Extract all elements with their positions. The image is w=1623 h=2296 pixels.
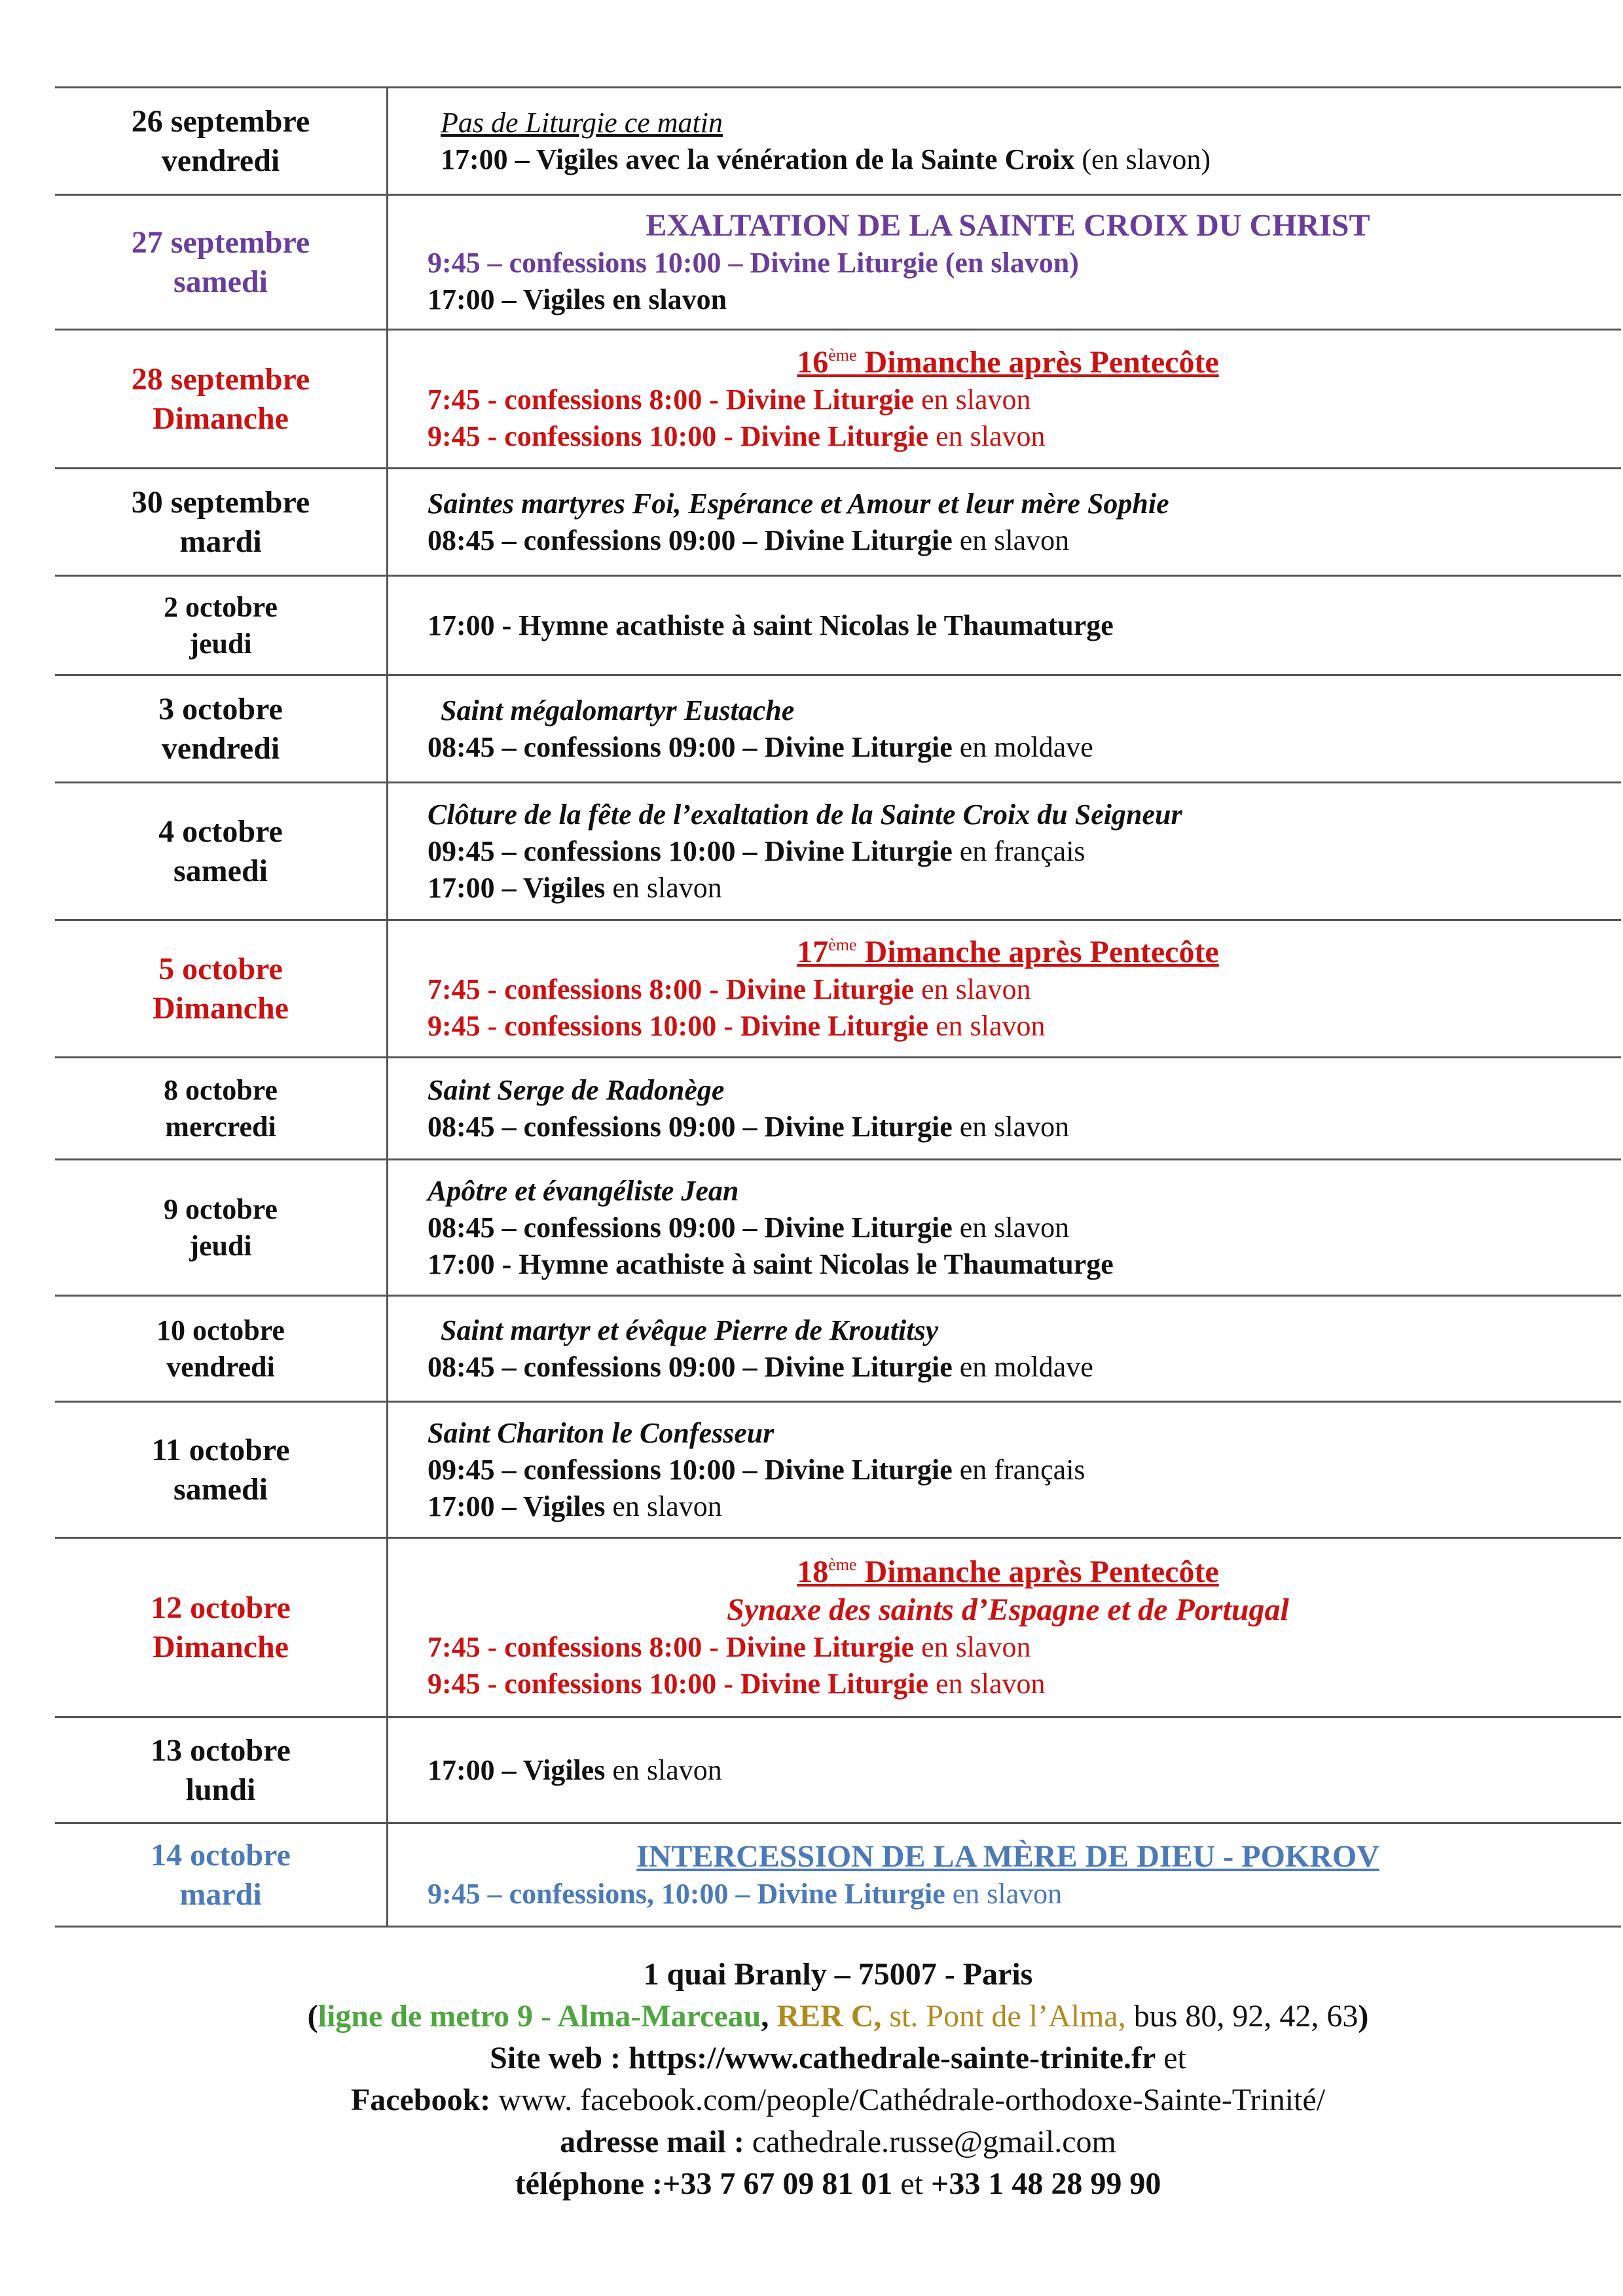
feast-title: EXALTATION DE LA SAINTE CROIX DU CHRIST [646,207,1370,243]
event-line [428,729,1621,766]
day-text: samedi [173,853,268,888]
date-text: 12 octobre [151,1590,291,1625]
date-text: 27 septembre [131,224,310,260]
date-cell [55,675,388,783]
day-text: samedi [173,1471,268,1507]
bus-info: bus 80, 92, 42, 63 [1125,1999,1359,2034]
ordinal-suffix: ème [828,1554,857,1574]
events-cell [388,1402,1622,1538]
saint-title: Saint Serge de Radonège [428,1073,725,1106]
event-line [428,870,1621,906]
paren: ) [1358,1999,1369,2034]
day-text: jeudi [189,1229,252,1262]
event-line [428,1752,1621,1789]
event-main: 7:45 - confessions 8:00 - Divine Liturgie [428,383,915,416]
day-text: vendredi [166,1350,275,1383]
table-row [55,88,1621,195]
event-main: 17:00 – Vigiles avec la vénération de la Sainte Croix [441,143,1075,175]
saint-title: Saint mégalomartyr Eustache [441,694,795,726]
phone-line [55,2163,1621,2205]
table-row [55,1058,1621,1160]
events-cell [388,920,1622,1058]
date-text: 30 septembre [131,484,310,520]
email-line [55,2121,1621,2163]
event-main: 08:45 – confessions 09:00 – Divine Liturgie [428,1211,953,1244]
date-text: 11 octobre [151,1432,290,1467]
table-row [55,675,1621,783]
schedule-table [55,86,1621,1928]
ordinal: 16 [797,344,829,380]
event-main: 17:00 – Vigiles [428,871,606,904]
station-info: st. Pont de l’Alma, [881,1999,1126,2034]
email-label: adresse mail : [560,2125,744,2159]
events-cell [388,1160,1622,1296]
event-main: 08:45 – confessions 09:00 – Divine Liturgie [428,524,953,556]
table-row [55,1538,1621,1717]
events-cell [388,1538,1622,1717]
date-cell [55,1058,388,1160]
date-text: 10 octobre [156,1314,285,1346]
date-cell [55,1296,388,1402]
event-lang: en moldave [952,1350,1093,1383]
saint-title: Saint martyr et évêque Pierre de Kroutitsy [441,1314,939,1346]
event-line [428,382,1621,418]
date-cell [55,330,388,469]
event-lang: en slavon [914,383,1031,416]
event-note: Pas de Liturgie ce matin [441,106,723,139]
date-text: 28 septembre [131,361,310,397]
date-text: 8 octobre [164,1073,278,1106]
event-line [428,1349,1621,1386]
event-line [428,1008,1621,1045]
event-lang: en slavon [928,1009,1046,1042]
event-lang: en slavon [605,1490,722,1522]
day-text: mardi [179,1876,262,1912]
events-cell [388,783,1622,920]
date-cell [55,469,388,576]
table-row [55,1160,1621,1296]
phone-number-2: +33 1 48 28 99 90 [930,2166,1161,2201]
day-text: Dimanche [153,401,289,436]
date-text: 13 octobre [151,1732,291,1768]
event-line [428,1666,1621,1702]
events-cell [388,1296,1622,1402]
date-cell [55,576,388,675]
table-row [55,1402,1621,1538]
event-line [428,1629,1621,1666]
date-text: 14 octobre [151,1837,291,1873]
feast-title [428,344,1621,382]
feast-name: Dimanche après Pentecôte [856,344,1219,380]
date-cell [55,1538,388,1717]
date-cell [55,1823,388,1927]
event-main: 9:45 - confessions 10:00 - Divine Liturgie [428,420,929,452]
event-lang: en slavon [928,1667,1046,1700]
feast-name: Dimanche après Pentecôte [856,934,1219,969]
date-cell [55,920,388,1058]
event-main: 08:45 – confessions 09:00 – Divine Liturgie [428,1110,953,1143]
event-lang: en slavon [914,1630,1031,1663]
event-line [428,833,1621,870]
event-main: 9:45 – confessions, 10:00 – Divine Liturgie [428,1877,945,1910]
date-text: 2 octobre [164,590,278,623]
event-line: 9:45 – confessions 10:00 – Divine Liturgie (en slavon) [428,246,1079,279]
date-cell [55,1717,388,1823]
day-text: Dimanche [153,990,289,1026]
date-text: 4 octobre [158,814,283,849]
event-line [428,141,1621,178]
event-lang: (en slavon) [1074,143,1211,175]
day-text: mardi [179,524,262,559]
event-line [428,1876,1621,1912]
event-line [428,1109,1621,1145]
events-cell [388,469,1622,576]
date-text: 26 septembre [131,103,310,139]
event-lang: en slavon [605,871,722,904]
event-main: 17:00 – Vigiles [428,1490,606,1522]
saint-title: Apôtre et évangéliste Jean [428,1174,739,1207]
event-line: 17:00 – Vigiles en slavon [428,283,727,315]
day-text: mercredi [165,1110,276,1143]
ordinal-suffix: ème [828,345,857,365]
day-text: Dimanche [153,1629,289,1664]
address-line: 1 quai Branly – 75007 - Paris [643,1957,1033,1992]
event-lang: en slavon [914,973,1031,1005]
facebook-label: Facebook: [350,2083,491,2117]
website-link[interactable]: Site web : https://www.cathedrale-sainte-trinite.fr [490,2041,1156,2075]
date-cell [55,1402,388,1538]
date-cell [55,195,388,330]
event-lang: en français [952,834,1085,867]
transport-line [55,1996,1621,2037]
event-line: 17:00 - Hymne acathiste à saint Nicolas le Thaumaturge [428,1247,1114,1280]
event-line [428,1210,1621,1246]
event-line [428,1488,1621,1525]
date-text: 9 octobre [164,1193,278,1225]
day-text: lundi [185,1772,256,1807]
facebook-link[interactable]: www. facebook.com/people/Cathédrale-orthodoxe-Sainte-Trinité/ [490,2083,1326,2117]
events-cell [388,1823,1622,1927]
saint-title: Clôture de la fête de l’exaltation de la Sainte Croix du Seigneur [428,798,1182,831]
date-cell [55,783,388,920]
day-text: samedi [173,264,268,299]
event-line [428,971,1621,1008]
event-line [428,418,1621,455]
date-text: 3 octobre [158,691,283,726]
ordinal-suffix: ème [828,935,857,954]
event-main: 09:45 – confessions 10:00 – Divine Liturgie [428,1453,953,1486]
day-text: vendredi [161,143,280,178]
conjunction: et [892,2166,931,2201]
table-row [55,783,1621,920]
table-row [55,1823,1621,1927]
events-cell [388,195,1622,330]
email-link[interactable]: cathedrale.russe@gmail.com [744,2125,1116,2159]
ordinal: 17 [797,934,829,969]
event-lang: en slavon [928,420,1046,452]
date-cell [55,88,388,195]
day-text: vendredi [161,730,280,766]
contact-footer [55,1954,1621,2205]
event-main: 9:45 - confessions 10:00 - Divine Liturgie [428,1667,929,1700]
event-line [428,522,1621,559]
saint-title: Saint Chariton le Confesseur [428,1416,775,1449]
table-row [55,576,1621,675]
event-lang: en moldave [952,730,1093,763]
table-row [55,195,1621,330]
table-row [55,1296,1621,1402]
event-main: 7:45 - confessions 8:00 - Divine Liturgie [428,1630,915,1663]
paren: ( [307,1999,318,2034]
conjunction: et [1156,2041,1186,2075]
table-row [55,920,1621,1058]
feast-subtitle: Synaxe des saints d’Espagne et de Portugal [727,1592,1289,1627]
rer-info: RER C, [776,1999,882,2034]
event-main: 9:45 - confessions 10:00 - Divine Liturgie [428,1009,929,1042]
events-cell [388,1058,1622,1160]
saint-title: Saintes martyres Foi, Espérance et Amour et leur mère Sophie [428,487,1169,520]
feast-name: Dimanche après Pentecôte [856,1554,1219,1589]
event-line [428,1452,1621,1488]
events-cell [388,1717,1622,1823]
facebook-line [55,2079,1621,2121]
day-text: jeudi [189,627,252,660]
events-cell [388,88,1622,195]
event-main: 09:45 – confessions 10:00 – Divine Liturgie [428,834,953,867]
table-row [55,1717,1621,1823]
website-line [55,2037,1621,2079]
feast-title [428,1553,1621,1591]
date-cell [55,1160,388,1296]
event-main: 7:45 - confessions 8:00 - Divine Liturgie [428,973,915,1005]
event-lang: en slavon [605,1753,722,1786]
ordinal: 18 [797,1554,829,1589]
metro-info: ligne de metro 9 - Alma-Marceau [318,1999,761,2034]
event-main: 17:00 – Vigiles [428,1753,606,1786]
event-lang: en slavon [945,1877,1063,1910]
event-lang: en slavon [952,524,1070,556]
feast-title: INTERCESSION DE LA MÈRE DE DIEU - POKROV [636,1839,1379,1874]
table-row [55,469,1621,576]
event-lang: en slavon [952,1110,1070,1143]
date-text: 5 octobre [158,951,283,986]
events-cell [388,330,1622,469]
events-cell [388,576,1622,675]
feast-title [428,933,1621,971]
comma: , [761,1999,769,2034]
event-lang: en français [952,1453,1085,1486]
event-lang: en slavon [952,1211,1070,1244]
event-line: 17:00 - Hymne acathiste à saint Nicolas le Thaumaturge [428,609,1114,641]
phone-number: téléphone :+33 7 67 09 81 01 [515,2166,893,2201]
event-main: 08:45 – confessions 09:00 – Divine Liturgie [428,1350,953,1383]
events-cell [388,675,1622,783]
event-main: 08:45 – confessions 09:00 – Divine Liturgie [428,730,953,763]
table-row [55,330,1621,469]
